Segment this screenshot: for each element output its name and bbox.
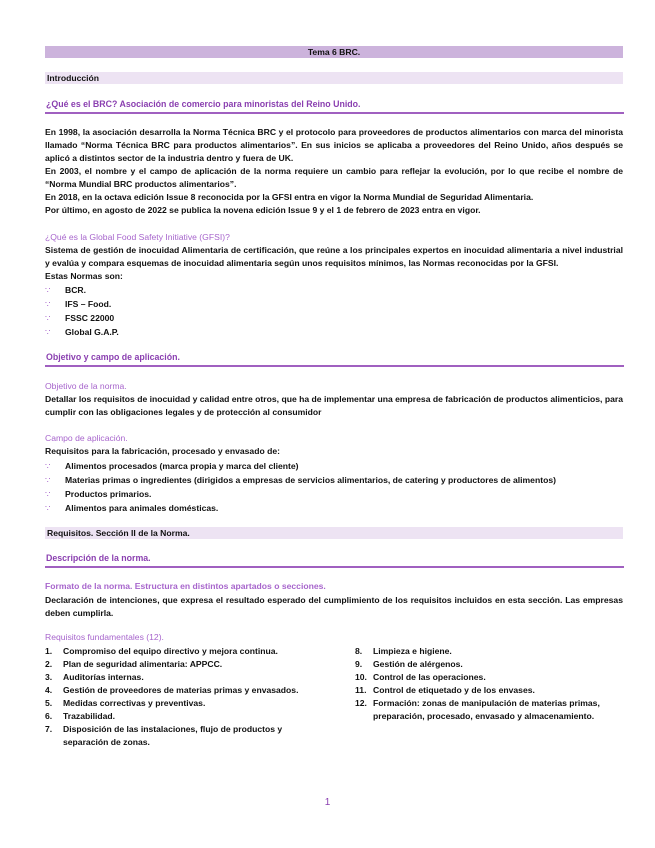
list-item — [355, 671, 623, 684]
list-item — [45, 311, 623, 325]
list-item-text: Control de etiquetado y de los envases. — [373, 685, 535, 695]
list-number: 10. — [355, 672, 367, 682]
list-item-text: Alimentos para animales domésticas. — [65, 503, 219, 513]
list-number: 11. — [355, 685, 367, 695]
list-item — [45, 671, 313, 684]
page-number: 1 — [324, 797, 331, 808]
gfsi-text — [45, 244, 623, 283]
list-number: 9. — [355, 659, 363, 669]
paragraph: Estas Normas son: — [45, 271, 123, 281]
bullet-icon: ∵ — [45, 285, 51, 295]
objetivo-text: Detallar los requisitos de inocuidad y calidad entre otros, que ha de implementar una empresa de fabricación de productos alimenticios, para cumplir con las obligaciones legales y de protección al consumidor — [45, 394, 623, 417]
list-item-text: Disposición de las instalaciones, flujo de productos y separación de zonas. — [63, 724, 283, 747]
list-item — [45, 645, 313, 658]
list-item-text: Gestión de proveedores de materias primas y envasados. — [63, 685, 299, 695]
list-item — [45, 723, 313, 749]
list-item — [45, 697, 313, 710]
paragraph: En 2003, el nombre y el campo de aplicación de la norma requiere un cambio para reflejar la evolución, por lo que recibe el nombre de “Norma Mundial BRC productos alimentarios”. — [45, 166, 623, 189]
subheading-fundamentales: Requisitos fundamentales (12). — [45, 632, 164, 642]
paragraph: Sistema de gestión de inocuidad Alimentaria de certificación, que reúne a los principales expertos en inocuidad alimentaria a nivel industrial y evalúa y compara esquemas de inocuidad alimentaria según unos requisitos mínimos, las Normas reconocidas por la GFSI. — [45, 245, 623, 268]
formato-text: Declaración de intenciones, que expresa el resultado esperado del cumplimiento de los requisitos incluidos en esta sección. Las empresas deben cumplirla. — [45, 595, 623, 618]
bullet-icon: ∵ — [45, 299, 51, 309]
list-item-text: Global G.A.P. — [65, 327, 119, 337]
bullet-icon: ∵ — [45, 489, 51, 499]
list-item — [45, 473, 623, 487]
list-item-text: BCR. — [65, 285, 87, 295]
list-item — [355, 697, 623, 723]
subheading-objetivo: Objetivo de la norma. — [45, 381, 127, 391]
document-title: Tema 6 BRC. — [45, 46, 623, 58]
list-item — [355, 684, 623, 697]
fundamentales-list — [45, 645, 623, 749]
subheading-formato: Formato de la norma. Estructura en distintos apartados o secciones. — [45, 581, 326, 591]
list-item — [355, 645, 623, 658]
list-item — [45, 684, 313, 697]
bullet-icon: ∵ — [45, 475, 51, 485]
list-item-text: Medidas correctivas y preventivas. — [63, 698, 206, 708]
bullet-icon: ∵ — [45, 461, 51, 471]
campo-list — [45, 459, 623, 515]
list-number: 7. — [45, 724, 53, 734]
list-item — [45, 459, 623, 473]
list-item — [355, 658, 623, 671]
list-item — [45, 325, 623, 339]
heading-gfsi: ¿Qué es la Global Food Safety Initiative (GFSI)? — [45, 232, 230, 242]
list-item-text: Materias primas o ingredientes (dirigidos a empresas de servicios alimentarios, de catering y productores de alimentos) — [65, 475, 556, 485]
list-item-text: Control de las operaciones. — [373, 672, 486, 682]
list-item — [45, 501, 623, 515]
heading-brc: ¿Qué es el BRC? Asociación de comercio para minoristas del Reino Unido. — [45, 99, 624, 114]
list-number: 12. — [355, 698, 367, 708]
bullet-icon: ∵ — [45, 327, 51, 337]
list-number: 8. — [355, 646, 363, 656]
subheading-campo: Campo de aplicación. — [45, 433, 128, 443]
list-item-text: Formación: zonas de manipulación de materias primas, preparación, procesado, envasado y almacenamiento. — [373, 698, 600, 721]
list-item-text: IFS – Food. — [65, 299, 112, 309]
list-item-text: Gestión de alérgenos. — [373, 659, 463, 669]
campo-intro: Requisitos para la fabricación, procesado y envasado de: — [45, 446, 280, 456]
list-item-text: Alimentos procesados (marca propia y marca del cliente) — [65, 461, 299, 471]
brc-paragraphs — [45, 126, 623, 217]
list-item-text: Limpieza e higiene. — [373, 646, 452, 656]
list-number: 2. — [45, 659, 53, 669]
gfsi-list — [45, 283, 623, 339]
paragraph: En 1998, la asociación desarrolla la Norma Técnica BRC y el protocolo para proveedores de productos alimentarios con marca del minorista llamado “Norma Técnica BRC para productos alimentarios”. En sus inicios se aplicaba a proveedores del Reino Unido, años después se aplicó a distintos sector de la industria dentro y fuera de UK. — [45, 127, 623, 163]
bullet-icon: ∵ — [45, 503, 51, 513]
list-number: 3. — [45, 672, 53, 682]
list-item — [45, 297, 623, 311]
list-number: 4. — [45, 685, 53, 695]
bullet-icon: ∵ — [45, 313, 51, 323]
section-introduccion: Introducción — [45, 72, 623, 84]
list-column-right — [343, 645, 623, 749]
list-item-text: Compromiso del equipo directivo y mejora continua. — [63, 646, 278, 656]
list-item — [45, 658, 313, 671]
section-requisitos: Requisitos. Sección II de la Norma. — [45, 527, 623, 539]
list-column-left — [45, 645, 313, 749]
list-item-text: FSSC 22000 — [65, 313, 115, 323]
list-item-text: Trazabilidad. — [63, 711, 116, 721]
heading-objetivo: Objetivo y campo de aplicación. — [45, 352, 624, 367]
paragraph: En 2018, en la octava edición Issue 8 reconocida por la GFSI entra en vigor la Norma Mundial de Seguridad Alimentaria. — [45, 192, 534, 202]
list-number: 6. — [45, 711, 53, 721]
list-item — [45, 710, 313, 723]
list-item-text: Productos primarios. — [65, 489, 152, 499]
list-number: 5. — [45, 698, 53, 708]
list-item — [45, 487, 623, 501]
list-number: 1. — [45, 646, 53, 656]
list-item — [45, 283, 623, 297]
list-item-text: Plan de seguridad alimentaria: APPCC. — [63, 659, 223, 669]
heading-descripcion: Descripción de la norma. — [45, 553, 624, 568]
list-item-text: Auditorías internas. — [63, 672, 144, 682]
paragraph: Por último, en agosto de 2022 se publica la novena edición Issue 9 y el 1 de febrero de 2023 entra en vigor. — [45, 205, 481, 215]
